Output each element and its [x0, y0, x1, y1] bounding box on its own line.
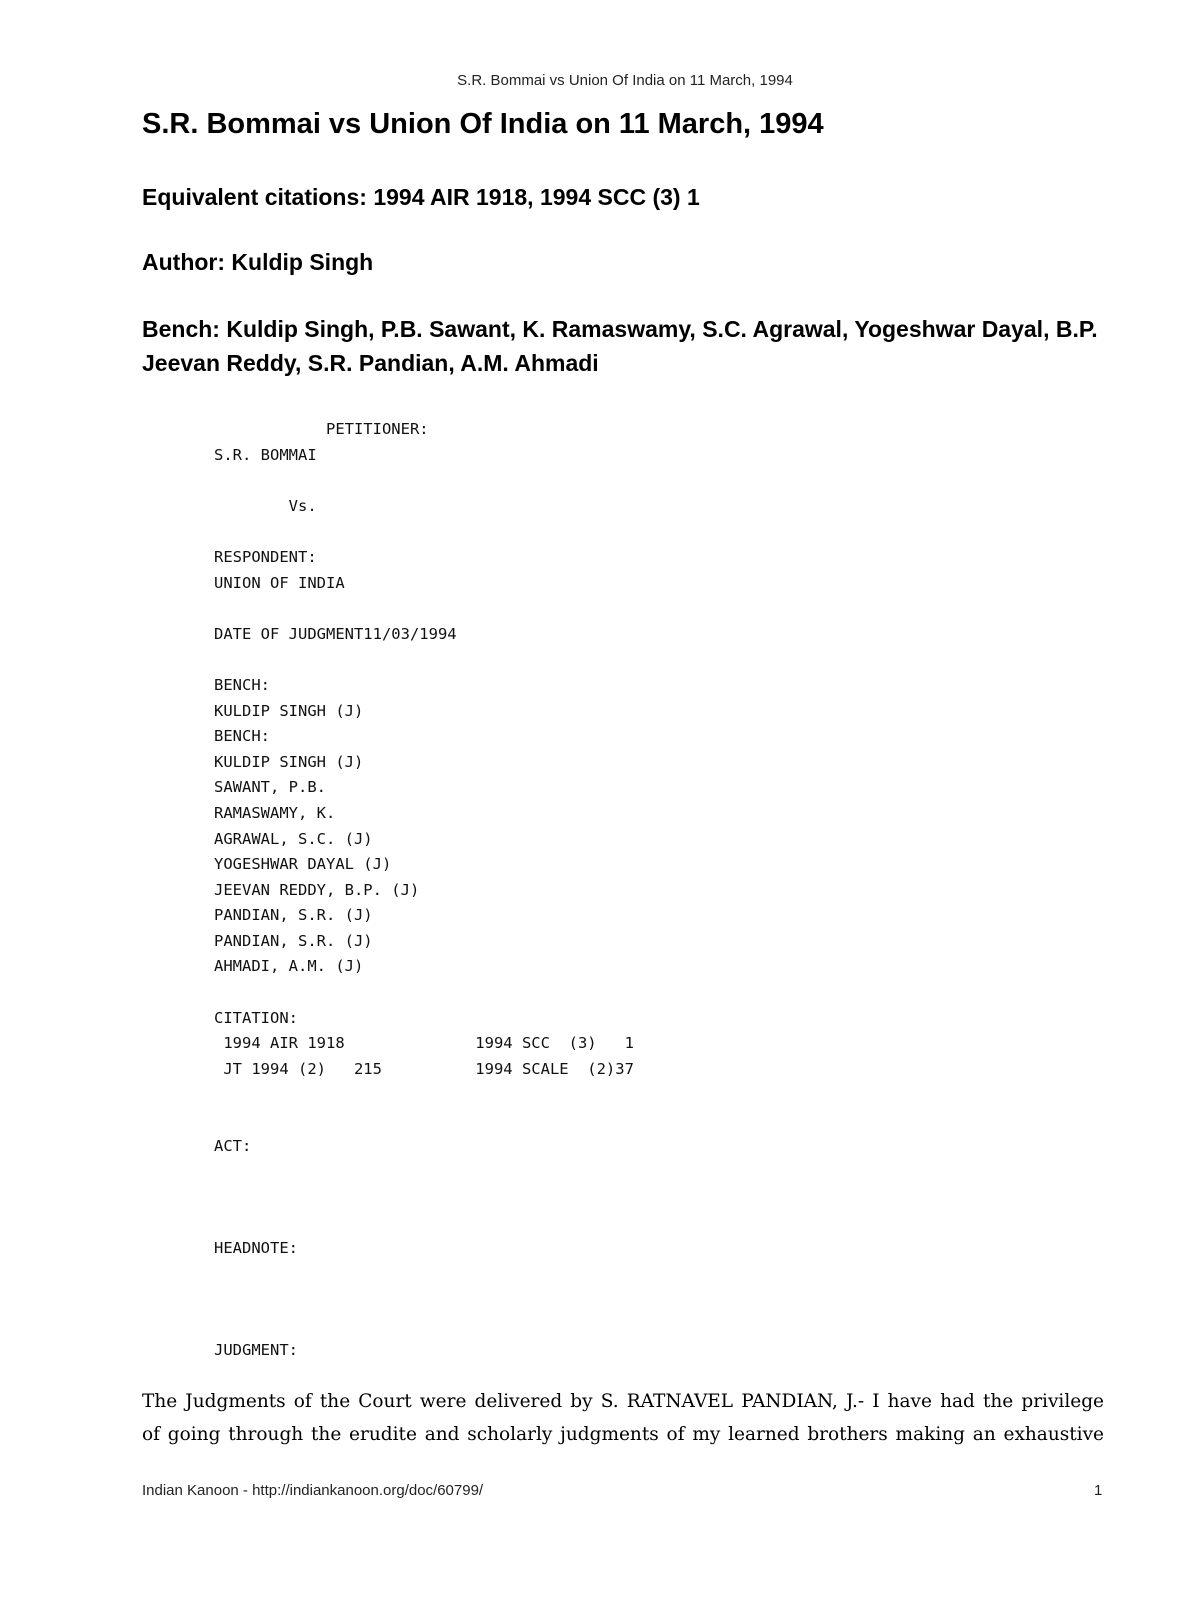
pre-line: JT 1994 (2) 215 1994 SCALE (2)37 [214, 1059, 634, 1078]
pre-line: S.R. BOMMAI [214, 445, 317, 464]
document-title: S.R. Bommai vs Union Of India on 11 March, 1994 [142, 108, 824, 140]
pre-line [214, 1262, 634, 1288]
running-header: S.R. Bommai vs Union Of India on 11 March, 1994 [457, 72, 793, 89]
footer-source-link[interactable]: Indian Kanoon - http://indiankanoon.org/doc/60799/ [142, 1482, 484, 1499]
pre-line: 1994 AIR 1918 1994 SCC (3) 1 [214, 1034, 634, 1053]
pre-line: SAWANT, P.B. [214, 778, 326, 797]
pre-line [214, 980, 634, 1006]
pre-line: ACT: [214, 1136, 252, 1155]
pre-line [214, 1159, 634, 1185]
pre-line [214, 519, 634, 545]
pre-line: RAMASWAMY, K. [214, 803, 336, 822]
pre-line [214, 1313, 634, 1339]
pre-line: JUDGMENT: [214, 1341, 298, 1360]
pre-line [214, 647, 634, 673]
pre-line [214, 1108, 634, 1134]
pre-line [214, 596, 634, 622]
bench-line: Bench: Kuldip Singh, P.B. Sawant, K. Ramaswamy, S.C. Agrawal, Yogeshwar Dayal, B.P. Jeevan Reddy, S.R. Pandian, A.M. Ahmadi [142, 316, 1098, 376]
pre-line: DATE OF JUDGMENT11/03/1994 [214, 624, 457, 643]
judgment-paragraph [142, 1385, 1114, 1451]
pre-line: AGRAWAL, S.C. (J) [214, 829, 373, 848]
pre-line: KULDIP SINGH (J) [214, 752, 364, 771]
pre-line [214, 1287, 634, 1313]
preformatted-case-details [214, 417, 634, 1364]
pre-line: KULDIP SINGH (J) [214, 701, 364, 720]
pre-line: PETITIONER: [214, 420, 429, 438]
pre-line: PANDIAN, S.R. (J) [214, 931, 373, 950]
pre-line [214, 1082, 634, 1108]
pre-line [214, 1210, 634, 1236]
pre-line: PANDIAN, S.R. (J) [214, 906, 373, 925]
page-number: 1 [1094, 1482, 1103, 1499]
pre-line: HEADNOTE: [214, 1239, 298, 1257]
pre-line: BENCH: [214, 727, 270, 746]
paragraph-line: The Judgments of the Court were delivered by S. RATNAVEL PANDIAN, J.- I have had the privilege [142, 1391, 1104, 1412]
equivalent-citations: Equivalent citations: 1994 AIR 1918, 1994 SCC (3) 1 [142, 184, 700, 210]
pre-line [214, 1185, 634, 1211]
pre-line: JEEVAN REDDY, B.P. (J) [214, 880, 420, 899]
author-line: Author: Kuldip Singh [142, 249, 374, 275]
pre-line: Vs. [214, 496, 317, 515]
paragraph-line: of going through the erudite and scholarly judgments of my learned brothers making an exhaustive [142, 1424, 1104, 1445]
pre-line: AHMADI, A.M. (J) [214, 957, 364, 976]
pre-line [214, 468, 634, 494]
pre-line: YOGESHWAR DAYAL (J) [214, 855, 392, 874]
pre-line: BENCH: [214, 675, 270, 694]
pre-line: CITATION: [214, 1008, 298, 1027]
pre-line: RESPONDENT: [214, 547, 317, 566]
pre-line: UNION OF INDIA [214, 573, 345, 592]
